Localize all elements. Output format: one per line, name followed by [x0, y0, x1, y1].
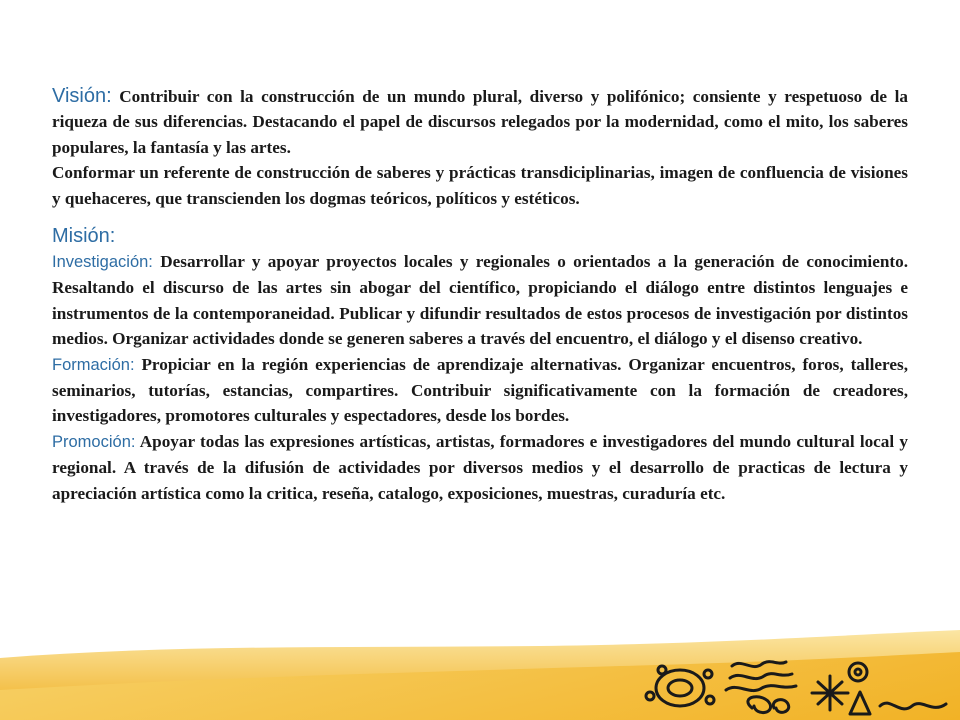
- promocion-text: Apoyar todas las expresiones artísticas, artistas, formadores e investigadores del mundo cultural local y regional. A través de la difusión de actividades por diversos medios y el desarrollo de practicas de lectura y apreciación artística como la critica, reseña, catalogo, exposiciones, muestras, curaduría etc.: [52, 431, 908, 503]
- decorative-footer: [0, 600, 960, 720]
- vision-label: Visión:: [52, 85, 112, 107]
- mision-section-investigacion: [52, 249, 908, 352]
- vision-text: Contribuir con la construcción de un mundo plural, diverso y polifónico; consiente y respetuoso de la riqueza de sus diferencias. Destacando el papel de discursos relegados por la modernidad, como el mito, los saberes populares, la fantasía y las artes.: [52, 87, 909, 157]
- mision-heading: Misión:: [52, 225, 116, 248]
- promocion-label: Promoción:: [52, 432, 136, 451]
- investigacion-label: Investigación:: [52, 253, 153, 272]
- mision-section-formacion: [52, 352, 908, 429]
- formacion-label: Formación:: [52, 355, 135, 374]
- formacion-text: Propiciar en la región experiencias de aprendizaje alternativas. Organizar encuentros, foros, talleres, seminarios, tutorías, estancias, compartires. Contribuir significativamente con la formación de creadores, investigadores, promotores culturales y espectadores, desde los bordes.: [52, 354, 908, 426]
- investigacion-text: Desarrollar y apoyar proyectos locales y regionales o orientados a la generación de conocimiento. Resaltando el discurso de las artes sin abogar del científico, propiciando el diálogo entre distintos lenguajes e instrumentos de la contemporaneidad. Publicar y difundir resultados de estos procesos de investigación por distintos medios. Organizar actividades donde se generen saberes a través del encuentro, el diálogo y el disenso creativo.: [52, 252, 909, 349]
- star-glyph-icon: [812, 676, 848, 710]
- vision-paragraph: [52, 84, 908, 160]
- mision-section-promocion: [52, 429, 908, 506]
- vision-paragraph-2: Conformar un referente de construcción de saberes y prácticas transdiciplinarias, imagen de confluencia de visiones y quehaceres, que transcienden los dogmas teóricos, políticos y estéticos.: [52, 163, 908, 208]
- slide-body: [52, 84, 908, 506]
